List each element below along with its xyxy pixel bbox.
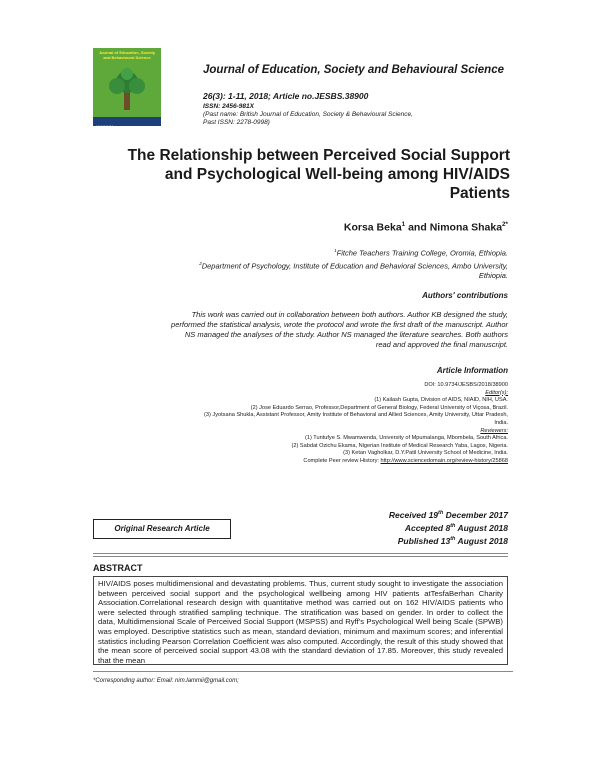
past-name bbox=[203, 111, 413, 127]
contributions-line-3: NS managed the analyses of the study. Author NS managed the literature searches. Both authors bbox=[184, 330, 508, 339]
journal-cover-image bbox=[93, 48, 161, 132]
contributions-heading: Authors' contributions bbox=[422, 291, 508, 300]
editor-3: (3) Jyotsana Shukla, Assistant Professor, Amity Institute of Behavioral and Allied Sciences, Amity University, Uttar Pradesh, bbox=[204, 412, 508, 419]
affiliation-1-text: Fitche Teachers Training College, Oromia, Ethiopia. bbox=[336, 248, 508, 258]
divider-top bbox=[93, 553, 508, 554]
title-line-3: Patients bbox=[449, 185, 510, 202]
issn: ISSN: 2456-981X bbox=[203, 103, 254, 110]
publication-dates bbox=[389, 508, 508, 546]
affiliation-2-sup: 2 bbox=[199, 260, 202, 266]
author-1-affil: 1 bbox=[401, 221, 406, 228]
author-1-name: Korsa Beka bbox=[343, 221, 402, 234]
affiliation-2 bbox=[78, 259, 508, 272]
contributions-line-1: This work was carried out in collaboration between both authors. Author KB designed the study, bbox=[191, 310, 508, 319]
past-name-line-2: Past ISSN: 2278-0998) bbox=[203, 119, 270, 126]
affiliation-1-sup: 1 bbox=[334, 248, 337, 253]
article-type-box: Original Research Article bbox=[93, 519, 231, 539]
doi: DOI: 10.9734/JESBS/2018/38900 bbox=[424, 382, 508, 388]
published-label: Published 13 bbox=[397, 535, 451, 546]
title-line-1: The Relationship between Perceived Social Support bbox=[127, 147, 510, 164]
article-info-heading: Article Information bbox=[436, 366, 508, 375]
received-date bbox=[389, 508, 508, 521]
reviewers-label: Reviewers: bbox=[480, 427, 508, 434]
divider-bottom bbox=[93, 556, 508, 557]
reviewer-3: (3) Ketan Vagholkar, D.Y.Patil University School of Medicine, India. bbox=[343, 450, 508, 457]
reviewer-1: (1) Tuntufye S. Mwamwenda, University of Mpumalanga, Mbombela, South Africa. bbox=[304, 435, 508, 442]
paper-title bbox=[80, 146, 510, 203]
abstract-heading: ABSTRACT bbox=[93, 563, 143, 573]
accepted-label: Accepted 8 bbox=[404, 522, 451, 533]
review-history-label: Complete Peer review History: bbox=[303, 457, 381, 464]
affiliation-1 bbox=[78, 246, 508, 259]
cover-barcode: ||||||||||| bbox=[96, 126, 114, 132]
author-list bbox=[344, 221, 508, 234]
issue-info: 26(3): 1-11, 2018; Article no.JESBS.38900 bbox=[203, 91, 369, 101]
affiliation-2-line-2: Ethiopia. bbox=[478, 271, 508, 280]
tree-illustration bbox=[107, 68, 147, 114]
past-name-line-1: (Past name: British Journal of Education, Society & Behavioural Science, bbox=[203, 111, 413, 118]
abstract-text: HIV/AIDS poses multidimensional and devastating problems. Thus, current study sought to investigate the association between perceived social support and the psychological wellbeing among HIV patients atTesfaBerhan Charity Association.Correlational research design with quantitative method was carried out on 162 HIV/AIDS patients who were selected through stratified sampling technique. The stratification was based on gender. In order to collect the data, Multidimensional Scale of Perceived Social Support (MSPSS) and Ryff's Psychological Well being Scale (SPWB) was employed. Descriptive statistics such as mean, standard deviation, minimum and maximum scores; and inferential statistics including Pearson Correlation Coefficient was also computed. Accordingly, the result of this study showed that the mean score of perceived social support 43.08 with the standard deviation of 17.85. Moreover, this study revealed that the mean bbox=[93, 576, 508, 665]
editor-2: (2) Jose Eduardo Serrao, Professor,Department of General Biology, Federal University of Viçosa, Brazil. bbox=[250, 404, 508, 411]
affiliations bbox=[78, 246, 508, 281]
received-label: Received 19 bbox=[388, 509, 439, 520]
title-line-2: and Psychological Well-being among HIV/AIDS bbox=[164, 166, 510, 183]
journal-name: Journal of Education, Society and Behavioural Science bbox=[203, 64, 504, 76]
published-sup: th bbox=[450, 535, 456, 542]
author-joiner: and bbox=[405, 221, 430, 234]
editor-3-line-2: India. bbox=[494, 419, 508, 426]
published-date bbox=[389, 534, 508, 547]
cover-bottom-bar bbox=[93, 117, 161, 132]
affiliation-2-text: Department of Psychology, Institute of Education and Behavioral Sciences, Ambo University, bbox=[201, 261, 508, 270]
published-rest: August 2018 bbox=[455, 535, 508, 546]
article-info bbox=[68, 382, 508, 466]
contributions-text bbox=[58, 310, 508, 350]
author-2-name: Nimona Shaka bbox=[429, 221, 503, 234]
author-2-affil: 2* bbox=[502, 221, 508, 228]
footnote-divider bbox=[93, 671, 513, 672]
accepted-rest: August 2018 bbox=[455, 522, 508, 533]
editor-1: (1) Kailash Gupta, Division of AIDS, NIAID, NIH, USA. bbox=[374, 397, 508, 404]
review-history-link[interactable]: http://www.sciencedomain.org/review-history/25868 bbox=[380, 457, 508, 464]
received-sup: th bbox=[438, 510, 444, 516]
contributions-line-2: performed the statistical analysis, wrote the protocol and wrote the first draft of the manuscript. Author bbox=[171, 320, 508, 329]
received-rest: December 2017 bbox=[443, 509, 508, 520]
accepted-date bbox=[389, 521, 508, 534]
cover-title: Journal of Education, Society and Behavioural Science bbox=[98, 50, 156, 60]
corresponding-author-footnote: *Corresponding author: Email: nim.lammii@gmail.com; bbox=[93, 678, 239, 684]
editors-label: Editor(s): bbox=[485, 389, 508, 396]
contributions-line-4: read and approved the final manuscript. bbox=[375, 340, 508, 349]
accepted-sup: th bbox=[450, 522, 456, 529]
reviewer-2: (2) Sabdat Ozichu Ekama, Nigerian Institute of Medical Research Yaba, Lagos, Nigeria. bbox=[291, 442, 508, 449]
review-history bbox=[68, 458, 508, 466]
